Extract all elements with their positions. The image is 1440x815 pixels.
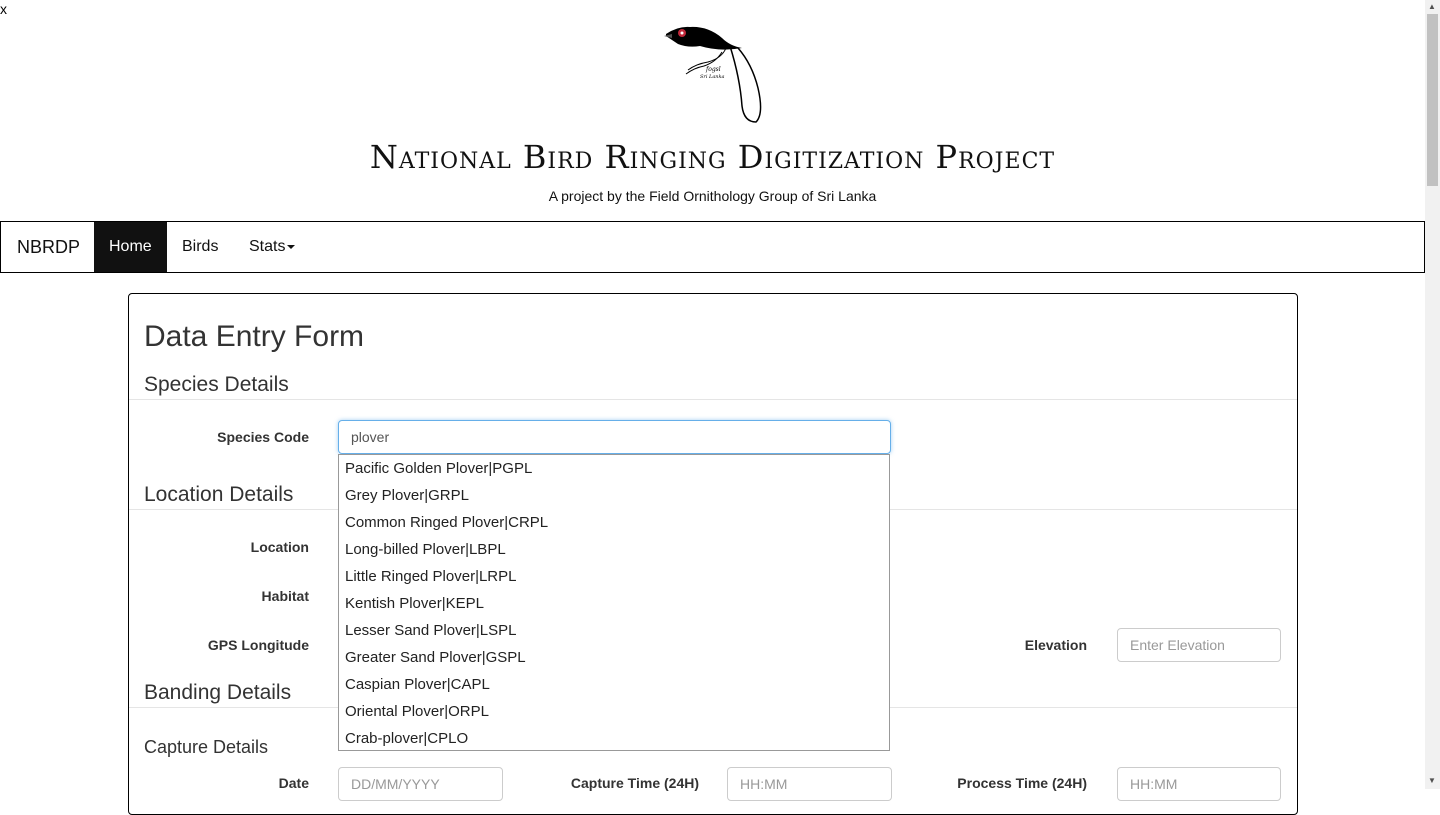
location-details-heading: Location Details [144, 483, 294, 506]
gps-longitude-label: GPS Longitude [207, 637, 309, 653]
location-label: Location [250, 539, 309, 555]
elevation-label: Elevation [1024, 637, 1087, 653]
autocomplete-option[interactable]: Lesser Sand Plover|LSPL [345, 622, 517, 639]
process-time-label: Process Time (24H) [957, 775, 1087, 791]
site-subtitle: A project by the Field Ornithology Group of Sri Lanka [548, 188, 877, 204]
species-details-heading: Species Details [144, 373, 289, 396]
species-code-input[interactable] [338, 420, 891, 454]
logo-text: fogsl [706, 66, 721, 73]
date-input[interactable] [338, 767, 503, 801]
autocomplete-option[interactable]: Crab-plover|CPLO [345, 730, 469, 747]
site-title: National Bird Ringing Digitization Project [369, 138, 1056, 176]
page-scrollbar[interactable] [1425, 0, 1440, 789]
capture-time-input[interactable] [727, 767, 892, 801]
navbar [0, 221, 1425, 273]
capture-time-label: Capture Time (24H) [570, 775, 699, 791]
scroll-down-icon[interactable]: ▼ [1428, 776, 1436, 785]
elevation-input[interactable] [1117, 628, 1281, 662]
autocomplete-option[interactable]: Pacific Golden Plover|PGPL [345, 460, 533, 477]
nav-item-home[interactable]: Home [94, 222, 167, 272]
form-title: Data Entry Form [144, 320, 365, 353]
banding-details-heading: Banding Details [144, 681, 292, 704]
nav-brand[interactable]: NBRDP [17, 237, 81, 257]
scroll-up-icon[interactable]: ▲ [1428, 2, 1436, 11]
autocomplete-option[interactable]: Kentish Plover|KEPL [345, 595, 484, 612]
logo-text: Sri Lanka [700, 74, 725, 80]
nav-item-stats[interactable] [234, 222, 310, 272]
autocomplete-option[interactable]: Long-billed Plover|LBPL [345, 541, 506, 558]
autocomplete-option[interactable]: Grey Plover|GRPL [345, 487, 469, 504]
autocomplete-option[interactable]: Common Ringed Plover|CRPL [345, 514, 549, 531]
nav-item-birds[interactable]: Birds [182, 238, 219, 255]
caret-down-icon [287, 245, 295, 249]
species-code-label: Species Code [217, 429, 309, 445]
species-autocomplete-dropdown [338, 454, 890, 751]
close-button[interactable]: x [0, 1, 7, 17]
nav-item-stats-label: Stats [249, 238, 286, 255]
process-time-input[interactable] [1117, 767, 1281, 801]
autocomplete-option[interactable]: Greater Sand Plover|GSPL [345, 649, 526, 666]
habitat-label: Habitat [261, 588, 309, 604]
divider [129, 399, 1297, 400]
capture-details-heading: Capture Details [144, 737, 269, 757]
date-label: Date [278, 775, 309, 791]
autocomplete-option[interactable]: Oriental Plover|ORPL [345, 703, 489, 720]
scrollbar-thumb[interactable] [1427, 14, 1438, 186]
autocomplete-option[interactable]: Caspian Plover|CAPL [345, 676, 490, 693]
autocomplete-option[interactable]: Little Ringed Plover|LRPL [345, 568, 517, 585]
bird-logo [660, 18, 770, 126]
